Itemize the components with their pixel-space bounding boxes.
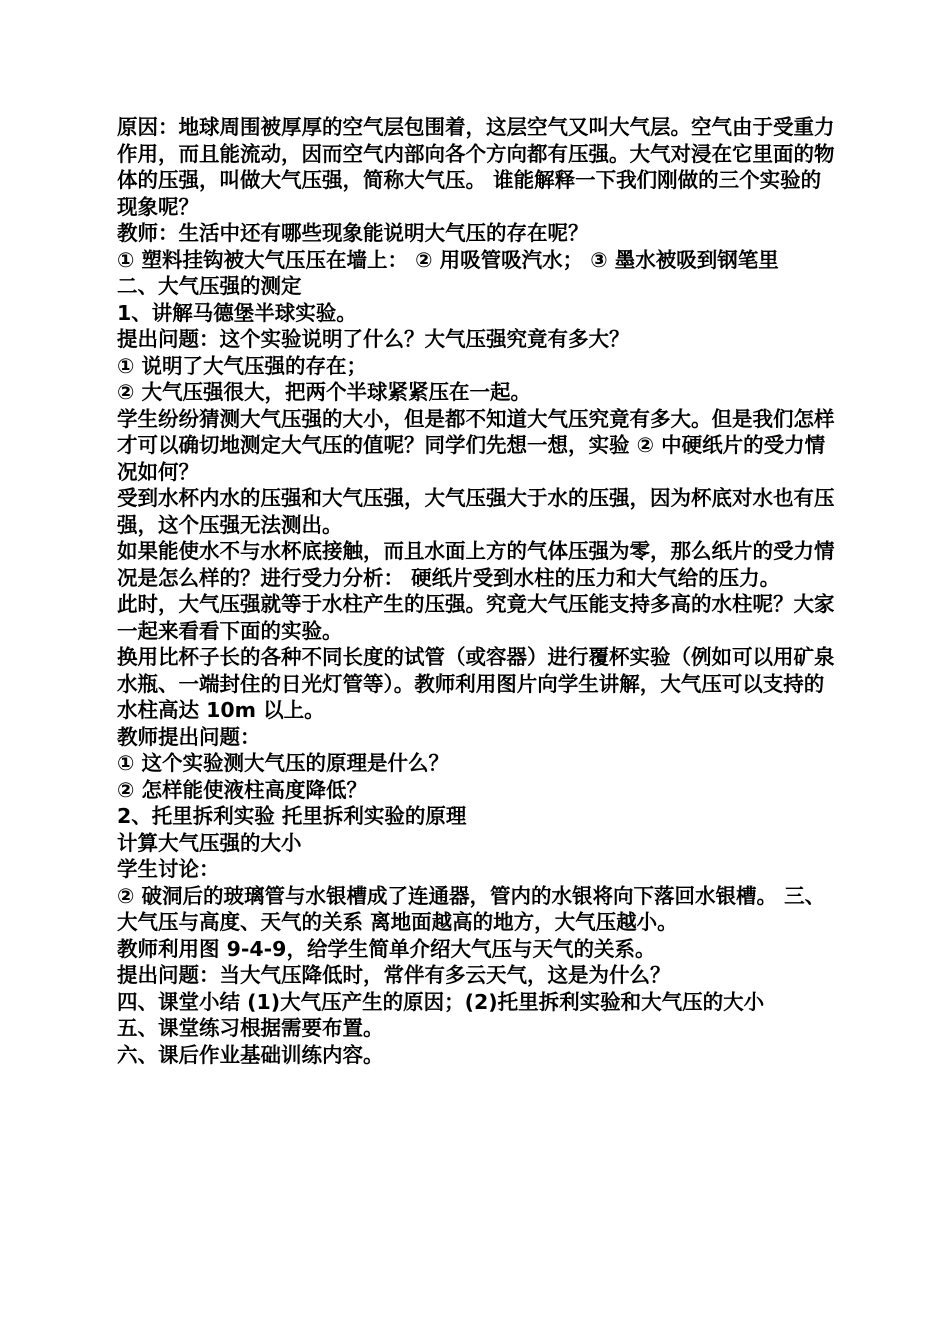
paragraph-broken-tube: ② 破洞后的玻璃管与水银槽成了连通器，管内的水银将向下落回水银槽。 三、大气压与高度、天气的关系 离地面越高的地方，大气压越小。 [117, 883, 826, 934]
paragraph-teacher-question: 教师：生活中还有哪些现象能说明大气压的存在呢？ [117, 221, 589, 245]
paragraph-figure-weather: 教师利用图 9-4-9，给学生简单介绍大气压与天气的关系。 [117, 936, 656, 961]
paragraph-summary: 四、课堂小结 (1)大气压产生的原因；(2)托里拆利实验和大气压的大小 [117, 989, 765, 1014]
paragraph-torricelli: 2、托里拆利实验 托里拆利实验的原理 [117, 804, 467, 828]
paragraph-calculate: 计算大气压强的大小 [117, 830, 302, 855]
paragraph-discussion: 学生讨论： [117, 857, 220, 881]
paragraph-students-guess: 学生纷纷猜测大气压强的大小，但是都不知道大气压究竟有多大。但是我们怎样才可以确切地测定大气压的值呢？同学们先想一想，实验 ② 中硬纸片的受力情况如何？ [117, 406, 835, 484]
document-page [117, 114, 839, 1068]
paragraph-cloudy-question: 提出问题：当大气压降低时，常伴有多云天气，这是为什么？ [117, 963, 671, 987]
paragraph-cup-experiment: 换用比杯子长的各种不同长度的试管（或容器）进行覆杯实验（例如可以用矿泉水瓶、一端封住的日光灯管等）。教师利用图片向学生讲解，大气压可以支持的水柱高达 10m 以上。 [117, 645, 835, 722]
paragraph-homework: 六、课后作业基础训练内容。 [117, 1042, 384, 1067]
paragraph-principle-question: ① 这个实验测大气压的原理是什么？ [117, 751, 449, 775]
paragraph-cause: 原因：地球周围被厚厚的空气层包围着，这层空气又叫大气层。空气由于受重力作用，而且能流动，因而空气内部向各个方向都有压强。大气对浸在它里面的物体的压强，叫做大气压强，简称大气压。 谁能解释一下我们刚做的三个实验的现象呢？ [117, 115, 835, 219]
paragraph-question: 提出问题：这个实验说明了什么？大气压强究竟有多大？ [117, 327, 630, 351]
paragraph-point-2: ② 大气压强很大，把两个半球紧紧压在一起。 [117, 380, 531, 404]
paragraph-pressure-answer: 受到水杯内水的压强和大气压强，大气压强大于水的压强，因为杯底对水也有压强，这个压强无法测出。 [117, 486, 835, 537]
section-heading-measurement: 二、大气压强的测定 [117, 274, 302, 298]
paragraph-point-1: ① 说明了大气压强的存在； [117, 353, 367, 378]
paragraph-magdeburg: 1、讲解马德堡半球实验。 [117, 300, 357, 325]
paragraph-water-column: 此时，大气压强就等于水柱产生的压强。究竟大气压能支持多高的水柱呢？大家一起来看看下面的实验。 [117, 592, 835, 643]
paragraph-force-analysis: 如果能使水不与水杯底接触，而且水面上方的气体压强为零，那么纸片的受力情况是怎么样的？进行受力分析： 硬纸片受到水柱的压力和大气给的压力。 [117, 539, 835, 590]
paragraph-teacher-asks: 教师提出问题： [117, 724, 261, 749]
paragraph-examples: ① 塑料挂钩被大气压压在墙上： ② 用吸管吸汽水； ③ 墨水被吸到钢笔里 [117, 247, 779, 272]
paragraph-practice: 五、课堂练习根据需要布置。 [117, 1016, 384, 1040]
paragraph-lower-column: ② 怎样能使液柱高度降低？ [117, 777, 367, 802]
